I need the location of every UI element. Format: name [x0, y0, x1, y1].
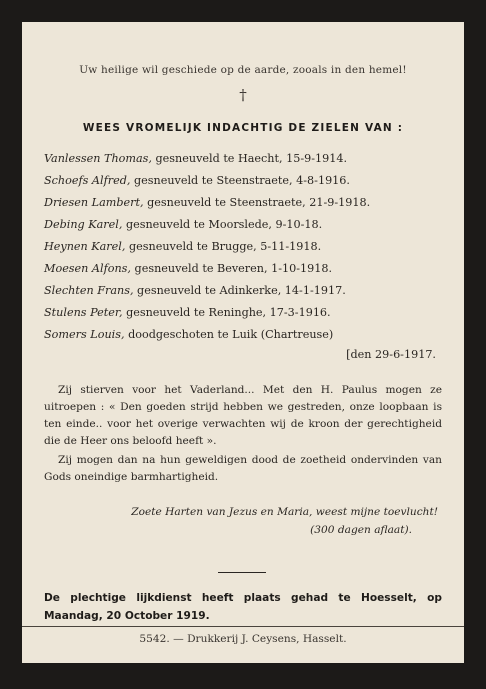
indulgence-note: (300 dagen aflaat). [310, 524, 412, 536]
fallen-detail: gesneuveld te Brugge, 5-11-1918. [125, 240, 322, 253]
fallen-list [44, 148, 442, 364]
footer-rule [22, 626, 464, 627]
fallen-name: Schoefs Alfred, [44, 174, 131, 187]
fallen-detail: gesneuveld te Reninghe, 17-3-1916. [122, 306, 331, 319]
list-item [44, 148, 442, 170]
paragraph-barmhartigheid: Zij mogen dan na hun geweldigen dood de zoetheid ondervinden van Gods oneindige barmhartigheid. [44, 454, 442, 483]
fallen-detail: gesneuveld te Beveren, 1-10-1918. [130, 262, 333, 275]
list-item [44, 214, 442, 236]
fallen-detail: gesneuveld te Moorslede, 9-10-18. [122, 218, 323, 231]
prayer-line: Zoete Harten van Jezus en Maria, weest mijne toevlucht! [131, 506, 438, 518]
printer-imprint: 5542. — Drukkerij J. Ceysens, Hasselt. [139, 633, 347, 645]
fallen-continuation: [den 29-6-1917. [346, 348, 436, 361]
fallen-detail: gesneuveld te Haecht, 15-9-1914. [151, 152, 348, 165]
cross-icon: † [239, 86, 247, 104]
list-item [44, 170, 442, 192]
fallen-name: Heynen Karel, [44, 240, 126, 253]
fallen-detail: gesneuveld te Adinkerke, 14-1-1917. [133, 284, 346, 297]
list-item [44, 280, 442, 302]
fallen-name: Moesen Alfons, [44, 262, 131, 275]
divider [218, 572, 266, 573]
funeral-notice: De plechtige lijkdienst heeft plaats gehad te Hoesselt, op Maandag, 20 October 1919. [44, 592, 442, 622]
heading: WEES VROMELIJK INDACHTIG DE ZIELEN VAN : [82, 122, 404, 134]
fallen-name: Somers Louis, [44, 328, 125, 341]
fallen-name: Slechten Frans, [44, 284, 134, 297]
fallen-name: Stulens Peter, [44, 306, 123, 319]
list-item [44, 302, 442, 324]
paragraph-vaderland: Zij stierven voor het Vaderland... Met den H. Paulus mogen ze uitroepen : « Den goeden strijd hebben we gestreden, onze loopbaan is ten einde.. voor het overige verwachten wij de kroon der gerechtigheid die de Heer ons beloofd heeft ». [44, 384, 442, 447]
list-item [44, 258, 442, 280]
fallen-name: Vanlessen Thomas, [44, 152, 152, 165]
fallen-detail: gesneuveld te Steenstraete, 21-9-1918. [143, 196, 371, 209]
fallen-detail: gesneuveld te Steenstraete, 4-8-1916. [130, 174, 350, 187]
fallen-name: Debing Karel, [44, 218, 123, 231]
memorial-card [22, 22, 464, 663]
fallen-detail: doodgeschoten te Luik (Chartreuse) [124, 328, 334, 341]
motto: Uw heilige wil geschiede op de aarde, zooals in den hemel! [79, 64, 407, 76]
list-item [44, 324, 442, 346]
list-item [44, 236, 442, 258]
list-item [44, 192, 442, 214]
prayer [44, 503, 442, 539]
fallen-name: Driesen Lambert, [44, 196, 144, 209]
